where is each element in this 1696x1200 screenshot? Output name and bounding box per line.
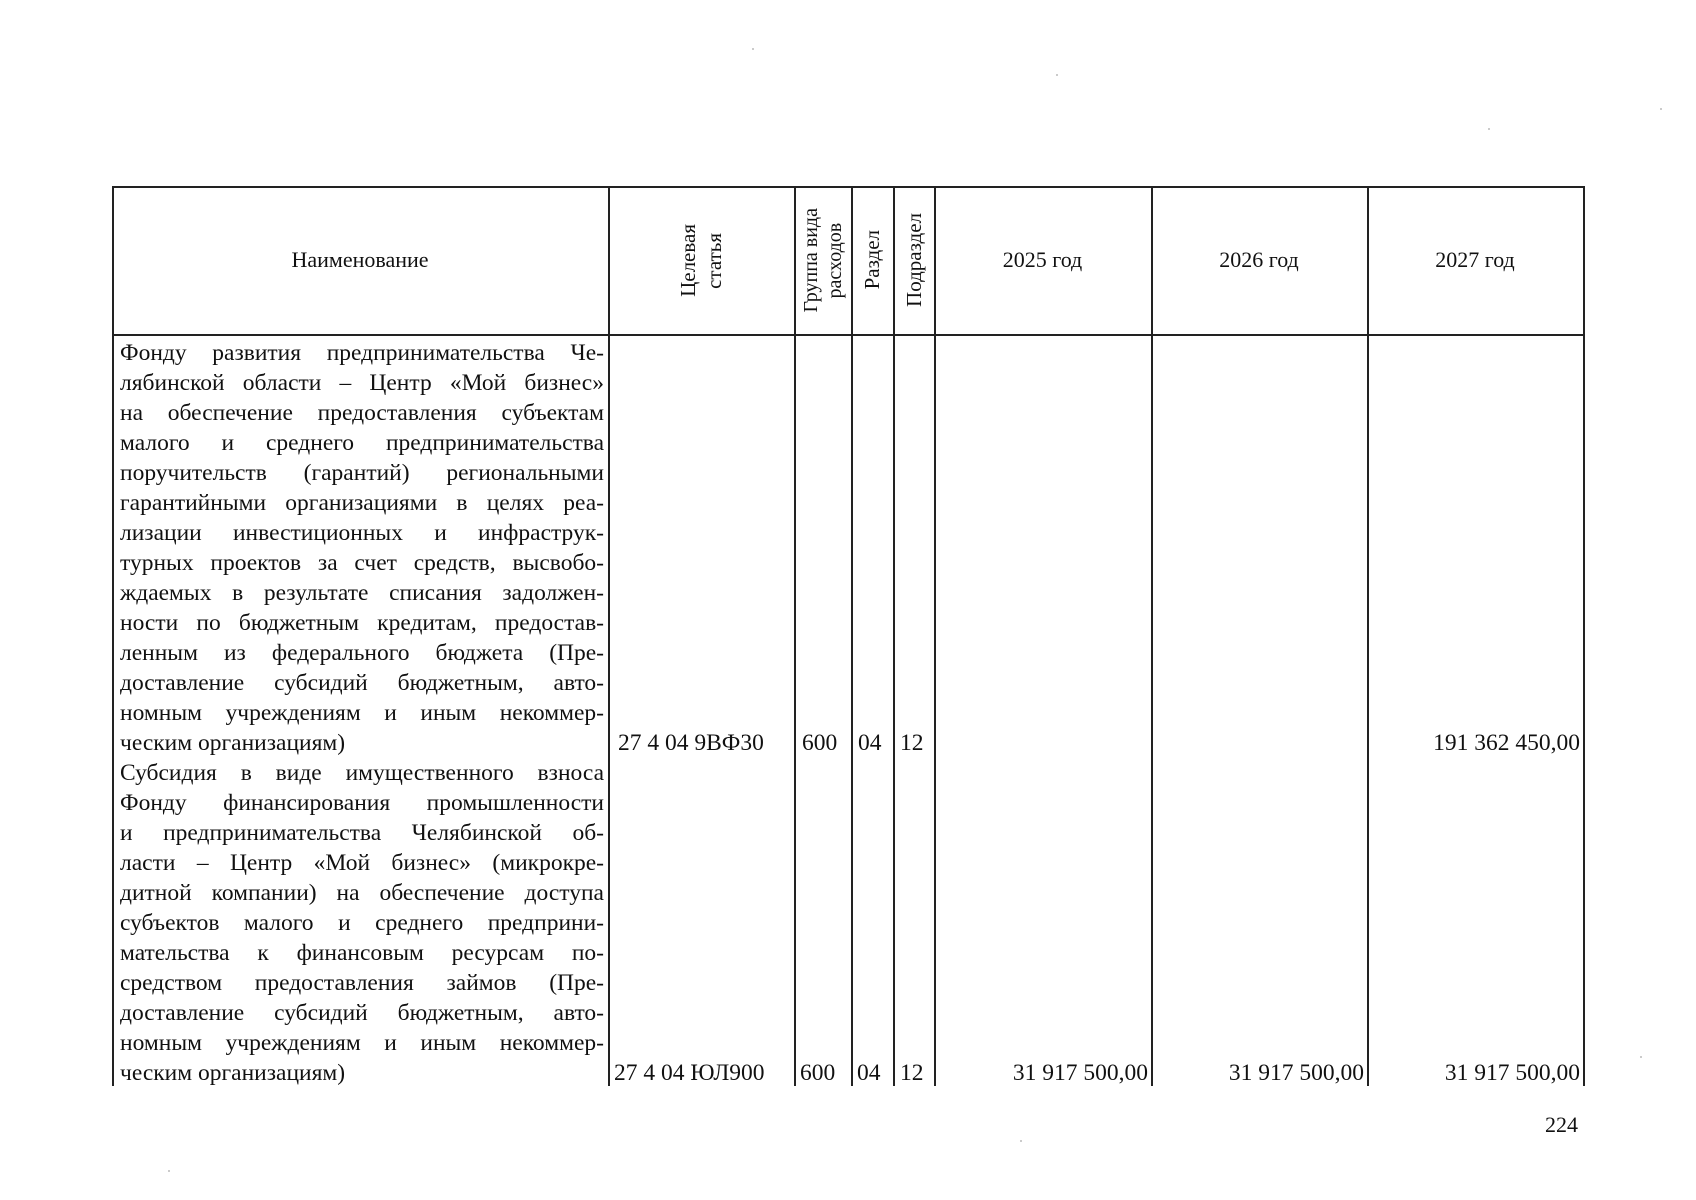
name-line: средством предоставления займов (Пре- [120, 970, 604, 996]
name-line: лябинской области – Центр «Мой бизнес» [120, 370, 604, 396]
name-line: гарантийными организациями в целях реа- [120, 490, 604, 516]
header-expense-group [794, 186, 851, 334]
name-line: ленным из федерального бюджета (Пре- [120, 640, 604, 666]
name-line: номным учреждениям и иным некоммер- [120, 1030, 604, 1056]
row-1-expense-group: 600 [802, 730, 838, 756]
row-2-expense-group: 600 [800, 1060, 836, 1086]
name-line: номным учреждениям и иным некоммер- [120, 700, 604, 726]
scan-speck [1488, 128, 1490, 130]
name-line: Фонду финансирования промышленности [120, 790, 604, 816]
header-year-2026-label: 2026 год [1219, 247, 1299, 272]
table-row-2-name [120, 758, 604, 1088]
header-section [851, 186, 893, 334]
row-1-target-article: 27 4 04 9ВФ30 [618, 730, 764, 756]
row-2-2026: 31 917 500,00 [1228, 1060, 1364, 1086]
row-1-subsection: 12 [900, 730, 924, 756]
row-2-subsection: 12 [900, 1060, 924, 1086]
name-line: лизации инвестиционных и инфраструк- [120, 520, 604, 546]
name-line: Фонду развития предпринимательства Че- [120, 340, 604, 366]
scan-speck [1660, 108, 1662, 110]
header-subsection-label: Подраздел [901, 213, 926, 307]
row-2-2027: 31 917 500,00 [1444, 1060, 1580, 1086]
header-year-2027-label: 2027 год [1435, 247, 1515, 272]
name-line: субъектов малого и среднего предприни- [120, 910, 604, 936]
name-line: доставление субсидий бюджетным, авто- [120, 1000, 604, 1026]
name-line: ности по бюджетным кредитам, предостав- [120, 610, 604, 636]
header-subsection [893, 186, 934, 334]
header-name-label: Наименование [291, 247, 429, 272]
row-2-target-article: 27 4 04 ЮЛ900 [614, 1060, 765, 1086]
name-line: поручительств (гарантий) региональными [120, 460, 604, 486]
header-expense-group-label: Группа вида расходов [799, 207, 846, 313]
name-line: доставление субсидий бюджетным, авто- [120, 670, 604, 696]
header-section-label: Раздел [860, 230, 884, 290]
header-year-2026 [1151, 186, 1367, 334]
table-row-1-name [120, 338, 604, 758]
name-line: ческим организациям) [120, 1060, 346, 1086]
header-year-2027 [1367, 186, 1583, 334]
name-line: ждаемых в результате списания задолжен- [120, 580, 604, 606]
name-line: мательства к финансовым ресурсам по- [120, 940, 604, 966]
table-right-border [1583, 186, 1585, 1086]
scan-speck [1640, 1056, 1642, 1058]
name-line: турных проектов за счет средств, высвобо- [120, 550, 604, 576]
header-year-2025-label: 2025 год [1002, 247, 1083, 272]
name-line: и предпринимательства Челябинской об- [120, 820, 604, 846]
budget-table [112, 186, 1584, 1086]
scan-speck [1056, 74, 1058, 76]
header-target-article-label: Целевая статья [676, 223, 726, 297]
header-bottom-border [112, 334, 1584, 336]
name-line: дитной компании) на обеспечение доступа [120, 880, 604, 906]
scan-speck [752, 48, 754, 50]
scan-speck [168, 1170, 170, 1172]
page-number: 224 [1545, 1112, 1578, 1137]
name-line: малого и среднего предпринимательства [120, 430, 604, 456]
header-name [112, 186, 608, 334]
header-year-2025 [934, 186, 1151, 334]
row-2-section: 04 [857, 1060, 881, 1086]
name-line: ласти – Центр «Мой бизнес» (микрокре- [120, 850, 604, 876]
name-line: ческим организациям) [120, 730, 346, 756]
row-1-2027: 191 362 450,00 [1433, 730, 1580, 756]
scan-speck [1020, 1140, 1022, 1142]
row-2-2025: 31 917 500,00 [1012, 1060, 1148, 1086]
header-target-article [608, 186, 794, 334]
name-line: на обеспечение предоставления субъектам [120, 400, 604, 426]
row-1-section: 04 [858, 730, 882, 756]
name-line: Субсидия в виде имущественного взноса [120, 760, 604, 786]
